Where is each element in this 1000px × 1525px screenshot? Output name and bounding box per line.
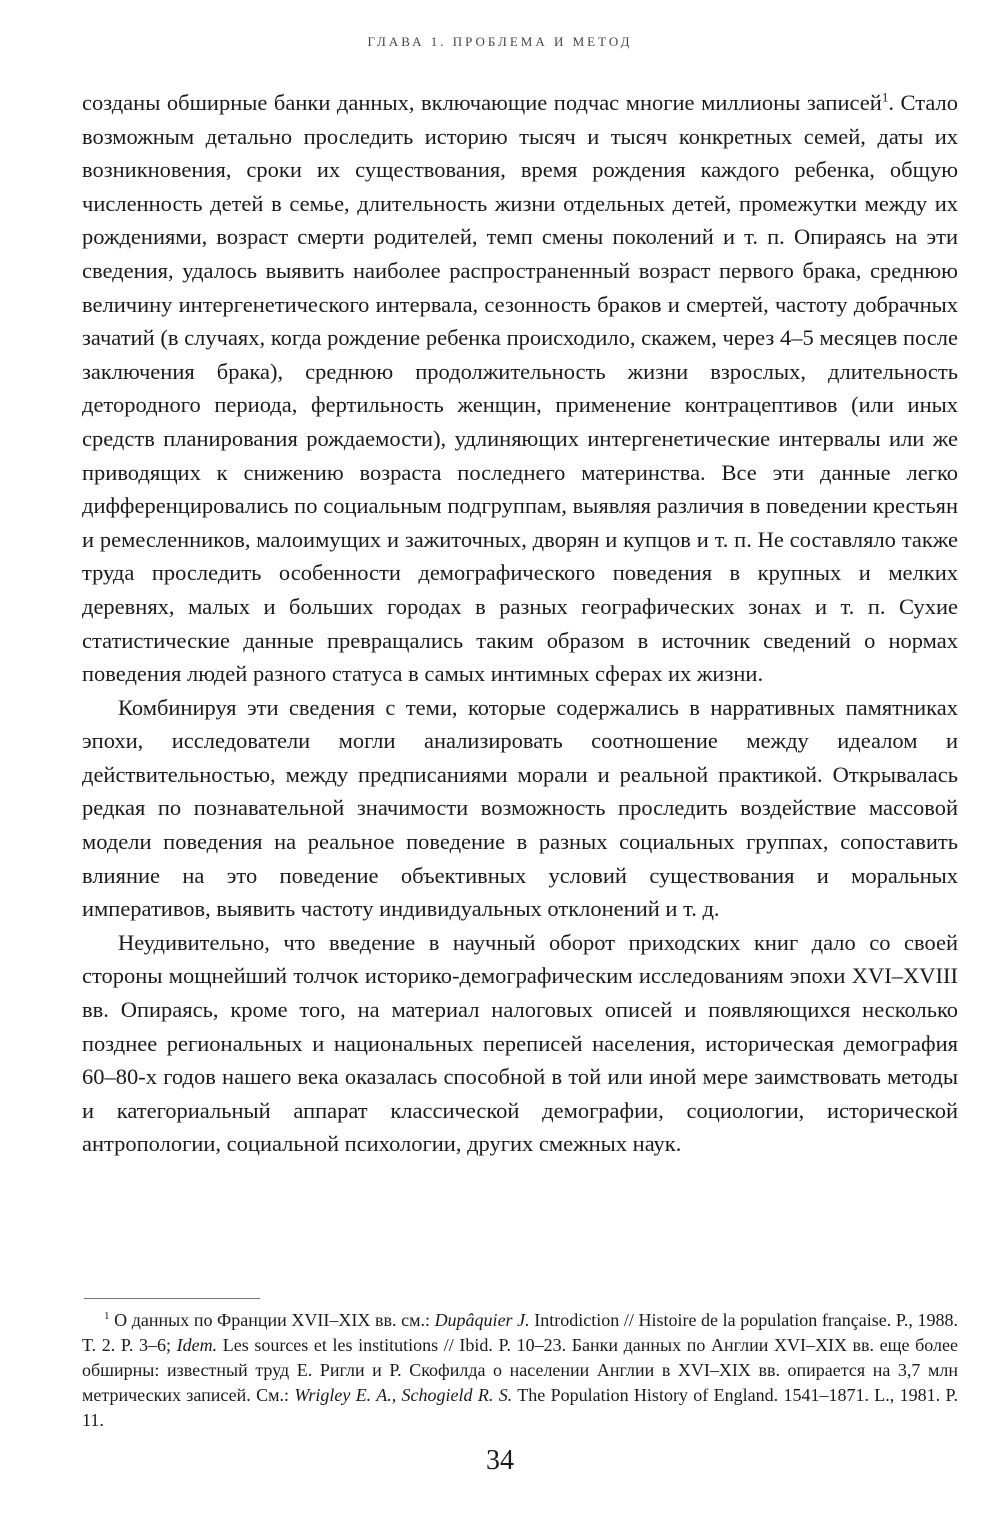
running-head: ГЛАВА 1. ПРОБЛЕМА И МЕТОД: [367, 34, 633, 49]
footnote-text-4: The Population History of England. 1541–1871. L., 1981. P. 11.: [82, 1385, 959, 1430]
footnote-ref[interactable]: 1: [881, 89, 889, 105]
paragraph-1-text-b: . Стало возможным детально проследить историю тысяч и тысяч конкретных семей, даты их возникновения, сроки их существования, время рождения каждого ребенка, общую численность детей в семье, длительность жизни отдельных детей, промежутки между их рождениями, возраст смерти родителей, темп смены поколений и т. п. Опираясь на эти сведения, удалось выявить наиболее распространенный возраст первого брака, среднюю величину интергенетического интервала, сезонность браков и смертей, частоту добрачных зачатий (в случаях, когда рождение ребенка происходило, скажем, через 4–5 месяцев после заключения брака), среднюю продолжительность жизни взрослых, длительность детородного периода, фертильность женщин, применение контрацептивов (или иных средств планирования рождаемости), удлиняющих интергенетические интервалы или же приводящих к снижению возраста последнего материнства. Все эти данные легко дифференцировались по социальным подгруппам, выявляя различия в поведении крестьян и ремесленников, малоимущих и зажиточных, дворян и купцов и т. п. Не составляло также труда проследить особенности демографического поведения в крупных и мелких деревнях, малых и больших городах в разных географических зонах и т. п. Сухие статистические данные превращались таким образом в источник сведений о нормах поведения людей разного статуса в самых интимных сферах их жизни.: [82, 90, 958, 687]
paragraph-3: Неудивительно, что введение в научный оборот приходских книг дало со своей стороны мощнейший толчок историко-демографическим исследованиям эпохи XVI–XVIII вв. Опираясь, кроме того, на материал налоговых описей и появляющихся несколько позднее региональных и национальных переписей населения, историческая демография 60–80-х годов нашего века оказалась способной в той или иной мере заимствовать методы и категориальный аппарат классической демографии, социологии, исторической антропологии, социальной психологии, других смежных наук.: [82, 929, 958, 1157]
footnote-number: 1: [104, 1310, 110, 1322]
paragraph-2: Комбинируя эти сведения с теми, которые содержались в нарративных памятниках эпохи, исследователи могли анализировать соотношение между идеалом и действительностью, между предписаниями морали и реальной практикой. Открывалась редкая по познавательной значимости возможность проследить воздействие массовой модели поведения на реальное поведение в разных социальных группах, сопоставить влияние на это поведение объективных условий существования и моральных императивов, выявить частоту индивидуальных отклонений и т. д.: [82, 694, 958, 922]
footnote-author-2: Wrigley E. A., Schogield R. S.: [294, 1385, 513, 1405]
body-text: [82, 86, 958, 1161]
footnote-1: [82, 1308, 958, 1433]
footnotes: [82, 1308, 958, 1433]
footnote-author-1: Dupâquier J.: [434, 1310, 530, 1330]
footnote-text-3: Les sources et les institutions // Ibid. P. 10–23. Банки данных по Англии XVI–XIX вв. еще более обширны: известный труд Е. Ригли и Р. Скофилда о населении Англии в XVI–XIX вв. опирается на 3,7 млн метрических записей. См.:: [82, 1335, 958, 1405]
page-number: 34: [486, 1445, 514, 1476]
footnote-divider: [84, 1298, 260, 1299]
paragraph-1: [82, 86, 958, 691]
footnote-text-1: О данных по Франции XVII–XIX вв. см.:: [109, 1310, 435, 1330]
footnote-idem: Idem.: [176, 1335, 218, 1355]
paragraph-1-text-a: созданы обширные банки данных, включающие подчас многие миллионы записей: [82, 90, 882, 115]
footnote-text-2: Introdiction // Histoire de la population française. P., 1988. T. 2. P. 3–6;: [82, 1310, 958, 1355]
